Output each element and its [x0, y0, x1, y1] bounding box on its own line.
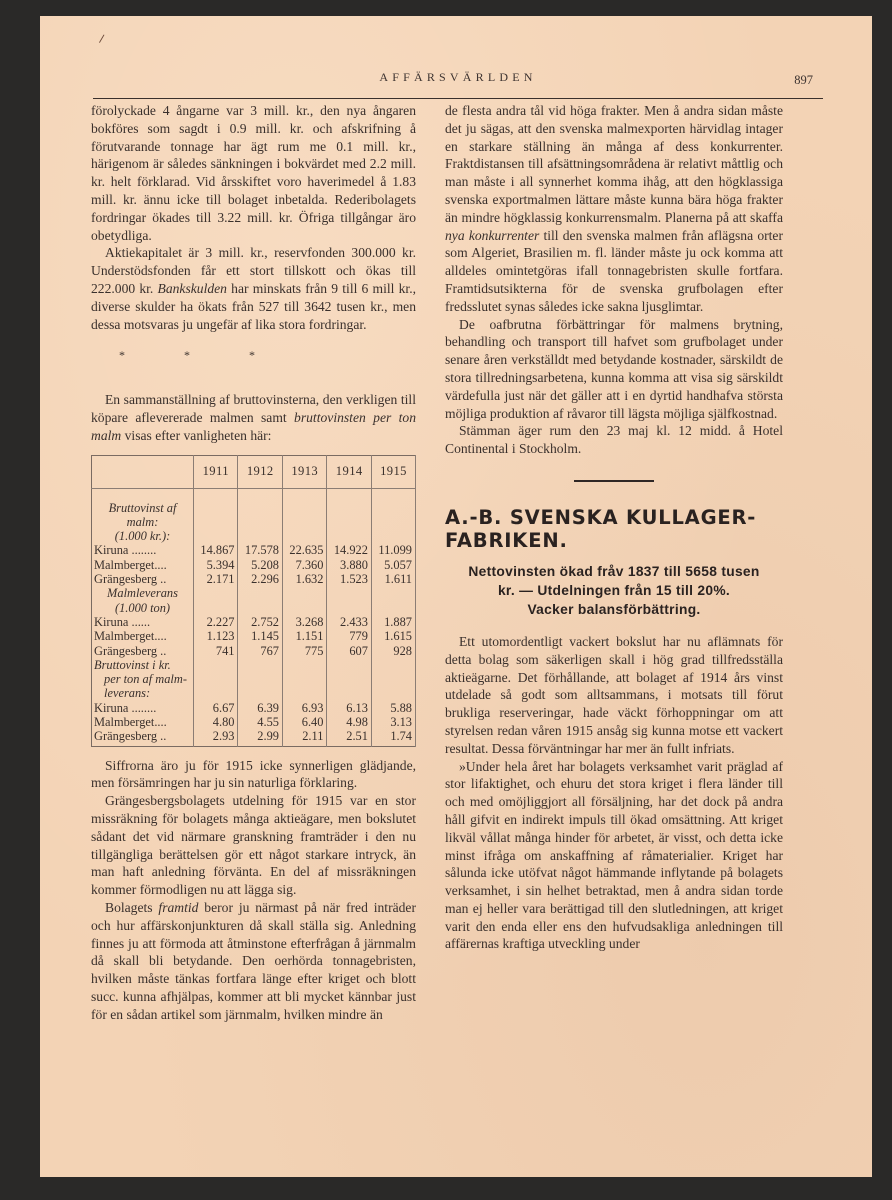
text-run: En sammanställning af bruttovinsterna, den verkligen till köpare aflevererade malmen samt: [91, 392, 416, 425]
empty-cell: [371, 586, 415, 615]
section-title: [92, 586, 194, 615]
row-label: Grängesberg ..: [92, 729, 194, 746]
text-run: till den svenska malmen från aflägsna orter som Algeriet, Brasilien m. fl. länder måste ju ock komma att alldeles omintetgöras ifall tonnagebristen skulle fortfara. Framtidsutsikterna för de svenska grufbolagen efter fredsslutet synas således icke sakna ljusglimtar.: [445, 227, 783, 314]
spacer-cell: [327, 488, 371, 501]
section-title-line: leverans:: [104, 686, 151, 701]
section-title-row: [92, 501, 416, 544]
value-cell: 2.227: [194, 615, 238, 629]
text-run: visas efter vanligheten här:: [121, 427, 272, 443]
value-cell: 1.151: [282, 629, 326, 643]
value-cell: 6.40: [282, 715, 326, 729]
empty-cell: [238, 501, 282, 544]
value-cell: 1.887: [371, 615, 415, 629]
paragraph: Ett utomordentligt vackert bokslut har nu aflämnats för detta bolag som säkerligen skall i hög grad tillfredsställa aktieägarne. Det förhållande, att bolaget af 1914 års vinst utdelade så godt som alltsammans, i motsats till förut brukliga reserveringar, hade väckt förhoppningar om att styrelsen redan våren 1915 ansåg sig kunna motse ett vackert resultat. Dessa förväntningar har mer än fullt infriats.: [445, 633, 783, 756]
italic-term: Bankskulden: [157, 280, 227, 296]
page-number: 897: [794, 73, 813, 87]
empty-cell: [282, 501, 326, 544]
paragraph: [91, 899, 416, 1024]
value-cell: 1.611: [371, 572, 415, 586]
paragraph: Siffrorna äro ju för 1915 icke synnerligen glädjande, men försämringen har ju sin naturliga förklaring.: [91, 757, 416, 791]
empty-cell: [238, 586, 282, 615]
paragraph: De oafbrutna förbättringar för malmens brytning, behandling och transport till hafvet som grufbolaget under senare åren verkställdt med betydande kostnader, särskildt de stora tillredningsarbetena, kunna komma att visa sig särskildt värdefulla just när det gäller att i en dyrtid handhafva största möjliga produktion af råvaror till lägsta möjliga själfkostnad.: [445, 316, 783, 421]
paragraph: [91, 244, 416, 333]
row-label: Kiruna ......: [92, 615, 194, 629]
table-row: [92, 644, 416, 658]
value-cell: 7.360: [282, 558, 326, 572]
paragraph: Stämman äger rum den 23 maj kl. 12 midd. å Hotel Continental i Stockholm.: [445, 423, 783, 457]
subheading-line: kr. — Utdelningen från 15 till 20%.: [497, 582, 731, 598]
value-cell: 2.296: [238, 572, 282, 586]
spacer-cell: [92, 488, 194, 501]
value-cell: 741: [194, 644, 238, 658]
value-cell: 2.433: [327, 615, 371, 629]
empty-cell: [238, 658, 282, 701]
text-run: de flesta andra tål vid höga frakter. Men å andra sidan måste det ju sägas, att den svenska malmexporten härvidlag intager en starkare ställning än många af dess konkurrenter. Fraktdistansen till afsättningsområdena är relativt måttlig och man måste i all synnerhet komma ihåg, att den högklassiga svenska exportmalmen lättare måste kunna bära höga frakter än mindre högklassig konkurrensmalm. Planerna på att skaffa: [445, 103, 783, 225]
table-body: [92, 488, 416, 746]
row-label: Kiruna ........: [92, 701, 194, 715]
value-cell: 1.523: [327, 572, 371, 586]
article-heading: [445, 506, 783, 552]
value-cell: 5.208: [238, 558, 282, 572]
table-row: [92, 715, 416, 729]
empty-cell: [194, 586, 238, 615]
table-header-row: [92, 455, 416, 488]
table-row: [92, 543, 416, 557]
value-cell: 775: [282, 644, 326, 658]
table-header-blank: [92, 455, 194, 488]
section-title-line: (1.000 kr.):: [114, 529, 171, 544]
value-cell: 779: [327, 629, 371, 643]
paragraph: [445, 102, 783, 316]
section-title: [92, 658, 194, 701]
publication-title: AFFÄRSVÄRLDEN: [379, 70, 537, 84]
empty-cell: [327, 658, 371, 701]
empty-cell: [327, 501, 371, 544]
italic-term: framtid: [158, 899, 199, 915]
value-cell: 6.13: [327, 701, 371, 715]
article-heading-line: A.-B. SVENSKA KULLAGER-: [445, 505, 757, 529]
value-cell: 1.145: [238, 629, 282, 643]
value-cell: 928: [371, 644, 415, 658]
section-title-line: per ton af malm-: [104, 672, 187, 687]
subheading-line: Vacker balansförbättring.: [527, 601, 701, 617]
table-row: [92, 615, 416, 629]
table-row: [92, 572, 416, 586]
text-run: beror ju närmast på när fred inträder och hur affärskonjunkturen då skall ställa sig. Anledning finnes ju att förmoda att åtminstone efterfrågan å järnmalm då skall bli betydande. Den oerhörda tonnagebristen, hvilken måste tänkas fortfara länge efter kriget och blott succ. kunna afhjälpas, kommer att bli mycket kännbar just för en sådan artikel som järnmalm, hvilken mindre än: [91, 899, 416, 1022]
value-cell: 5.057: [371, 558, 415, 572]
empty-cell: [194, 658, 238, 701]
value-cell: 2.171: [194, 572, 238, 586]
value-cell: 14.867: [194, 543, 238, 557]
value-cell: 5.88: [371, 701, 415, 715]
pencil-mark: /: [98, 31, 106, 47]
text-run: Bolagets: [105, 899, 159, 915]
section-title-line: malm:: [126, 514, 159, 529]
spacer-cell: [194, 488, 238, 501]
section-title-row: [92, 658, 416, 701]
value-cell: 3.880: [327, 558, 371, 572]
section-separator: * * *: [119, 348, 283, 363]
value-cell: 6.93: [282, 701, 326, 715]
text-run: Aktiekapitalet är 3 mill. kr., reservfonden 300.000 kr. Understödsfonden får ett stort tillskott och ökas till 222.000 kr.: [91, 245, 416, 296]
section-title-row: [92, 586, 416, 615]
left-column: [91, 102, 416, 1024]
section-title-line: Bruttovinst i kr.: [94, 657, 171, 672]
section-title: [92, 501, 194, 544]
paragraph: [91, 391, 416, 444]
table-row: [92, 729, 416, 746]
section-title-line: Malmleverans: [107, 586, 178, 601]
value-cell: 17.578: [238, 543, 282, 557]
value-cell: 2.99: [238, 729, 282, 746]
empty-cell: [282, 658, 326, 701]
table-row: [92, 701, 416, 715]
right-column: [445, 102, 783, 953]
empty-cell: [282, 586, 326, 615]
value-cell: 4.55: [238, 715, 282, 729]
year-header: 1911: [194, 455, 238, 488]
value-cell: 1.632: [282, 572, 326, 586]
row-label: Grängesberg ..: [92, 644, 194, 658]
table-row: [92, 558, 416, 572]
value-cell: 6.67: [194, 701, 238, 715]
article-heading-line: FABRIKEN.: [445, 528, 568, 552]
value-cell: 11.099: [371, 543, 415, 557]
value-cell: 14.922: [327, 543, 371, 557]
paragraph: Grängesbergsbolagets utdelning för 1915 var en stor missräkning för bolagets många aktieägare, men bokslutet sådant det vid närmare granskning framträder i den nu tillgängliga berättelsen gör ett något starkare intryck, än man haft anledning förvänta. En del af missräkningen kommer förmodligen nu att lägga sig.: [91, 793, 416, 898]
spacer-cell: [238, 488, 282, 501]
value-cell: 5.394: [194, 558, 238, 572]
year-header: 1914: [327, 455, 371, 488]
value-cell: 1.74: [371, 729, 415, 746]
gross-profit-table: [91, 455, 416, 747]
value-cell: 1.615: [371, 629, 415, 643]
row-label: Malmberget....: [92, 558, 194, 572]
spacer-row: [92, 488, 416, 501]
value-cell: 2.11: [282, 729, 326, 746]
running-header: [93, 68, 823, 99]
value-cell: 2.93: [194, 729, 238, 746]
empty-cell: [371, 501, 415, 544]
row-label: Malmberget....: [92, 715, 194, 729]
table-row: [92, 629, 416, 643]
value-cell: 1.123: [194, 629, 238, 643]
empty-cell: [371, 658, 415, 701]
value-cell: 3.13: [371, 715, 415, 729]
value-cell: 2.51: [327, 729, 371, 746]
section-title-line: (1.000 ton): [114, 600, 171, 615]
article-subheading: [445, 562, 783, 619]
year-header: 1915: [371, 455, 415, 488]
value-cell: 22.635: [282, 543, 326, 557]
empty-cell: [194, 501, 238, 544]
empty-cell: [327, 586, 371, 615]
spacer-cell: [282, 488, 326, 501]
value-cell: 3.268: [282, 615, 326, 629]
paragraph: förolyckade 4 ångarne var 3 mill. kr., den nya ångaren bokföres som sagdt i 0.9 mill. kr. och afskrifning å förutvarande tonnage har ägt rum me 0.1 mill. kr., härigenom är således sänkningen i bokvärdet med 2.2 mill. kr. helt förklarad. Vid årsskiftet voro haverimedel å 1.83 mill. kr. ännu icke till bolaget inbetalda. Rederibolagets fordringar ökades till 3.22 mill. kr. Öfriga tillgångar äro obetydliga.: [91, 103, 416, 243]
row-label: Malmberget....: [92, 629, 194, 643]
section-divider: [574, 480, 654, 482]
year-header: 1913: [282, 455, 326, 488]
section-title-line: Bruttovinst af: [108, 500, 177, 515]
value-cell: 2.752: [238, 615, 282, 629]
italic-term: nya konkurrenter: [445, 227, 540, 243]
spacer-cell: [371, 488, 415, 501]
year-header: 1912: [238, 455, 282, 488]
value-cell: 607: [327, 644, 371, 658]
value-cell: 4.80: [194, 715, 238, 729]
italic-term: bruttovinsten per ton malm: [91, 409, 416, 443]
value-cell: 6.39: [238, 701, 282, 715]
value-cell: 767: [238, 644, 282, 658]
scanned-page: [40, 16, 872, 1177]
text-run: har minskats från 9 till 6 mill kr., diverse skulder ha ökats från 527 till 3642 tusen kr., men dessa motsvaras ju ungefär af lika stora fordringar.: [91, 280, 416, 332]
paragraph: »Under hela året har bolagets verksamhet varit präglad af stor lifaktighet, och ehuru det stora kriget i flera länder till och med omöjliggjort all försäljning, har det dock på andra håll gifvit en indirekt impuls till ökad omsättning. Att kriget likväl vållat många hinder för arbetet, är visst, och detta icke minst ifråga om anskaffning af råmaterialier. Kriget har sålunda icke utöfvat något hämmande inflytande på bolagets verksamhet, i sin helhet betraktad, men å andra sidan torde man ej heller vara berättigad till den slutledningen, att kriget varit den enda eller ens den hufvudsakliga anledningen till affärernas kraftiga utveckling under: [445, 758, 783, 952]
value-cell: 4.98: [327, 715, 371, 729]
subheading-line: Nettovinsten ökad fråv 1837 till 5658 tusen: [468, 563, 760, 579]
row-label: Grängesberg ..: [92, 572, 194, 586]
row-label: Kiruna ........: [92, 543, 194, 557]
